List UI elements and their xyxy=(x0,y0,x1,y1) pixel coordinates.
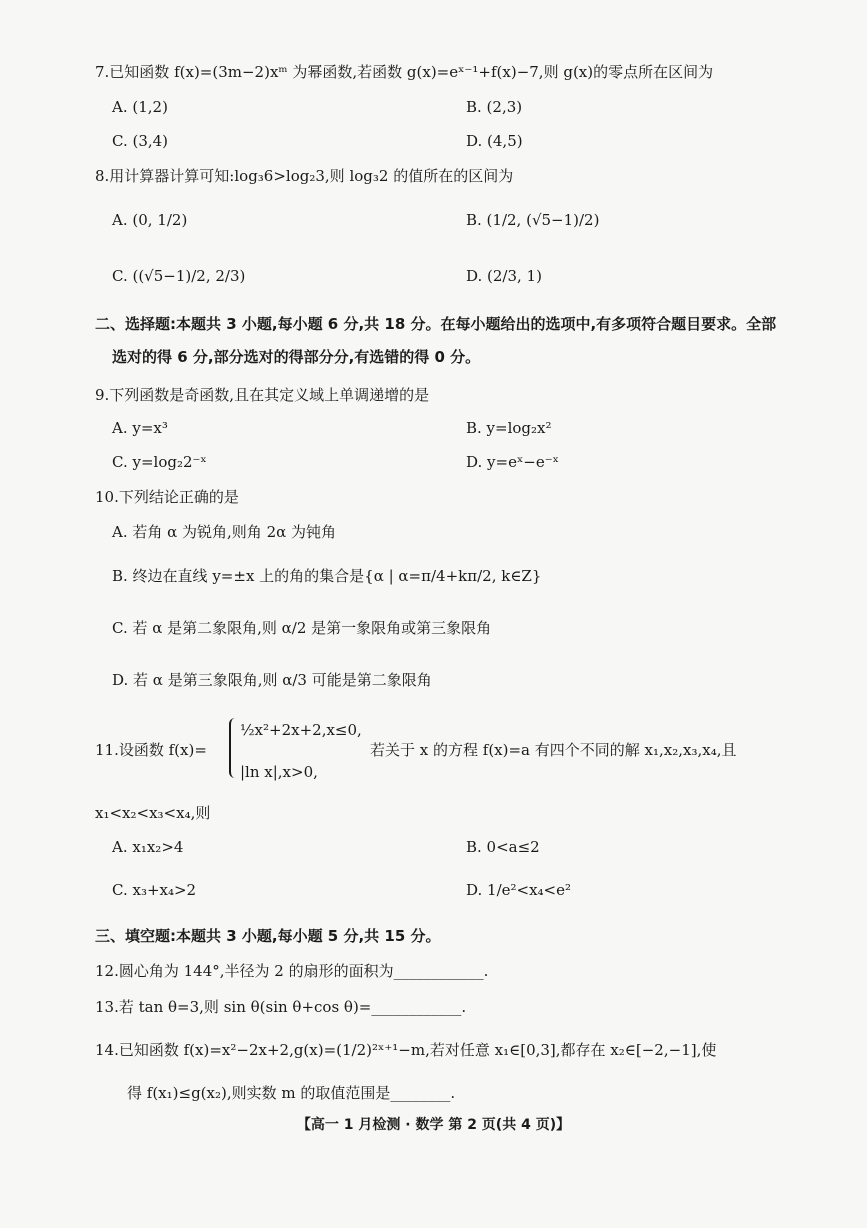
section2-heading: 二、选择题:本题共 3 小题,每小题 6 分,共 18 分。在每小题给出的选项中,有多项符合题目要求。全部 xyxy=(95,315,777,333)
q11-piece1: ½x²+2x+2,x≤0, xyxy=(240,721,362,739)
q8-stem: 8.用计算器计算可知:log₃6>log₂3,则 log₃2 的值所在的区间为 xyxy=(95,167,514,185)
q9-option-d: D. y=eˣ−e⁻ˣ xyxy=(466,453,560,471)
q10-option-c: C. 若 α 是第二象限角,则 α/2 是第一象限角或第三象限角 xyxy=(112,619,492,637)
q9-option-c: C. y=log₂2⁻ˣ xyxy=(112,453,207,471)
q11-stem-cont: x₁<x₂<x₃<x₄,则 xyxy=(95,804,211,822)
q11-suffix: 若关于 x 的方程 f(x)=a 有四个不同的解 x₁,x₂,x₃,x₄,且 xyxy=(370,741,737,759)
q14-line2: 得 f(x₁)≤g(x₂),则实数 m 的取值范围是________. xyxy=(127,1084,456,1102)
q10-option-d: D. 若 α 是第三象限角,则 α/3 可能是第二象限角 xyxy=(112,671,432,689)
q12-stem: 12.圆心角为 144°,半径为 2 的扇形的面积为____________. xyxy=(95,962,489,980)
q11-piece2: |ln x|,x>0, xyxy=(240,763,318,781)
q8-option-b: B. (1/2, (√5−1)/2) xyxy=(466,211,600,229)
q13-stem: 13.若 tan θ=3,则 sin θ(sin θ+cos θ)=____________. xyxy=(95,998,467,1016)
q9-stem: 9.下列函数是奇函数,且在其定义域上单调递增的是 xyxy=(95,386,430,404)
q10-stem: 10.下列结论正确的是 xyxy=(95,488,239,506)
section3-heading: 三、填空题:本题共 3 小题,每小题 5 分,共 15 分。 xyxy=(95,927,441,945)
q7-option-c: C. (3,4) xyxy=(112,132,169,150)
section2-heading-cont: 选对的得 6 分,部分选对的得部分分,有选错的得 0 分。 xyxy=(112,348,481,366)
q14-line1: 14.已知函数 f(x)=x²−2x+2,g(x)=(1/2)²ˣ⁺¹−m,若对任意 x₁∈[0,3],都存在 x₂∈[−2,−1],使 xyxy=(95,1041,717,1059)
q11-brace xyxy=(229,718,239,778)
q7-option-b: B. (2,3) xyxy=(466,98,523,116)
q11-prefix: 11.设函数 f(x)= xyxy=(95,741,207,759)
q8-option-c: C. ((√5−1)/2, 2/3) xyxy=(112,267,246,285)
q11-option-a: A. x₁x₂>4 xyxy=(112,838,184,856)
q11-option-d: D. 1/e²<x₄<e² xyxy=(466,881,572,899)
q8-option-d: D. (2/3, 1) xyxy=(466,267,542,285)
q7-stem: 7.已知函数 f(x)=(3m−2)xᵐ 为幂函数,若函数 g(x)=eˣ⁻¹+f(x)−7,则 g(x)的零点所在区间为 xyxy=(95,63,714,81)
q11-option-b: B. 0<a≤2 xyxy=(466,838,540,856)
q8-option-a: A. (0, 1/2) xyxy=(112,211,188,229)
q7-option-d: D. (4,5) xyxy=(466,132,523,150)
q10-option-a: A. 若角 α 为锐角,则角 2α 为钝角 xyxy=(112,523,337,541)
q7-option-a: A. (1,2) xyxy=(112,98,168,116)
page-footer: 【高一 1 月检测 · 数学 第 2 页(共 4 页)】 xyxy=(296,1117,571,1133)
q9-option-b: B. y=log₂x² xyxy=(466,419,552,437)
q9-option-a: A. y=x³ xyxy=(112,419,168,437)
q11-option-c: C. x₃+x₄>2 xyxy=(112,881,197,899)
q10-option-b: B. 终边在直线 y=±x 上的角的集合是{α | α=π/4+kπ/2, k∈Z} xyxy=(112,567,542,585)
